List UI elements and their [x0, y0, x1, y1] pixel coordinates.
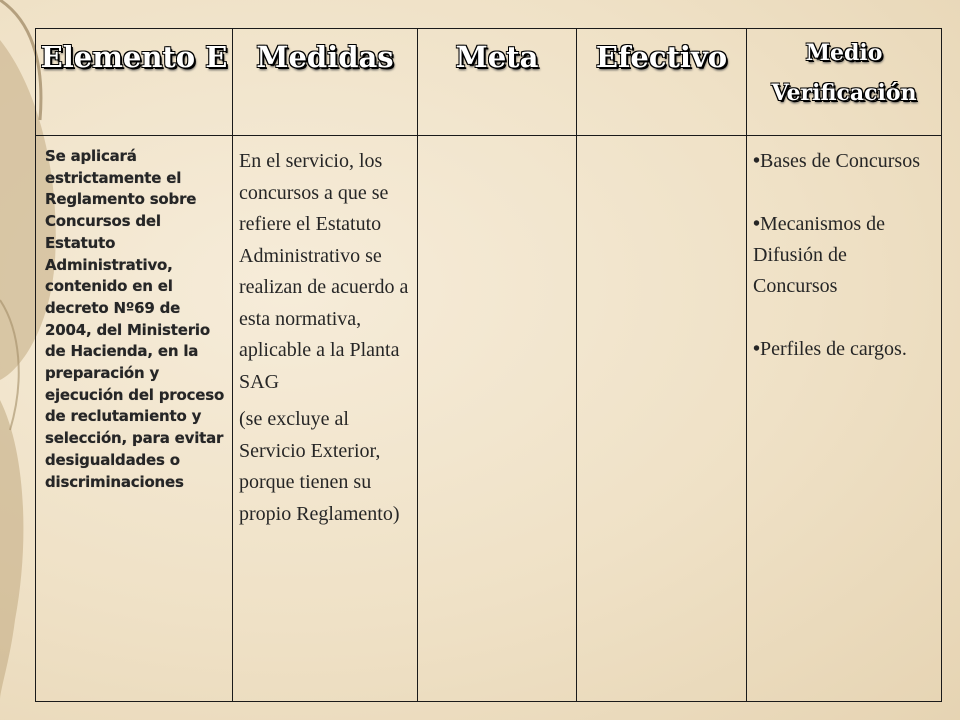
header-meta: Meta	[418, 29, 577, 136]
list-item: •Mecanismos de Difusión de Concursos	[753, 213, 885, 297]
medidas-paragraph-1: En el servicio, los concursos a que se refiere el Estatuto Administrativo se realizan de acuerdo a esta normativa, aplicable a la Planta SAG	[239, 150, 409, 393]
header-elemento: Elemento E	[36, 29, 233, 136]
header-medio-line1: Medio	[805, 40, 883, 66]
header-efectivo: Efectivo	[577, 29, 747, 136]
bullet-icon: •	[753, 150, 761, 172]
list-item: •Perfiles de cargos.	[753, 338, 907, 360]
cell-verificacion	[747, 136, 942, 702]
header-medio-line2: Verificación	[771, 80, 917, 106]
header-medio-verificacion	[747, 29, 942, 136]
bullet-icon: •	[753, 338, 761, 360]
medidas-paragraph-2: (se excluye al Servicio Exterior, porque tienen su propio Reglamento)	[239, 408, 400, 525]
elemento-text: Se aplicará estrictamente el Reglamento sobre Concursos del Estatuto Administrativo, contenido en el decreto Nº69 de 2004, del Ministerio de Hacienda, en la preparación y ejecución del proceso de reclutamiento y selección, para evitar desigualdades o discriminaciones	[45, 147, 225, 491]
header-medidas: Medidas	[233, 29, 418, 136]
list-item: •Bases de Concursos	[753, 150, 920, 172]
header-row	[36, 29, 942, 136]
cell-elemento	[36, 136, 233, 702]
bullet-icon: •	[753, 213, 761, 235]
cell-meta	[418, 136, 577, 702]
cell-efectivo	[577, 136, 747, 702]
table-row	[36, 136, 942, 702]
cell-medidas	[233, 136, 418, 702]
content-table	[35, 28, 942, 702]
